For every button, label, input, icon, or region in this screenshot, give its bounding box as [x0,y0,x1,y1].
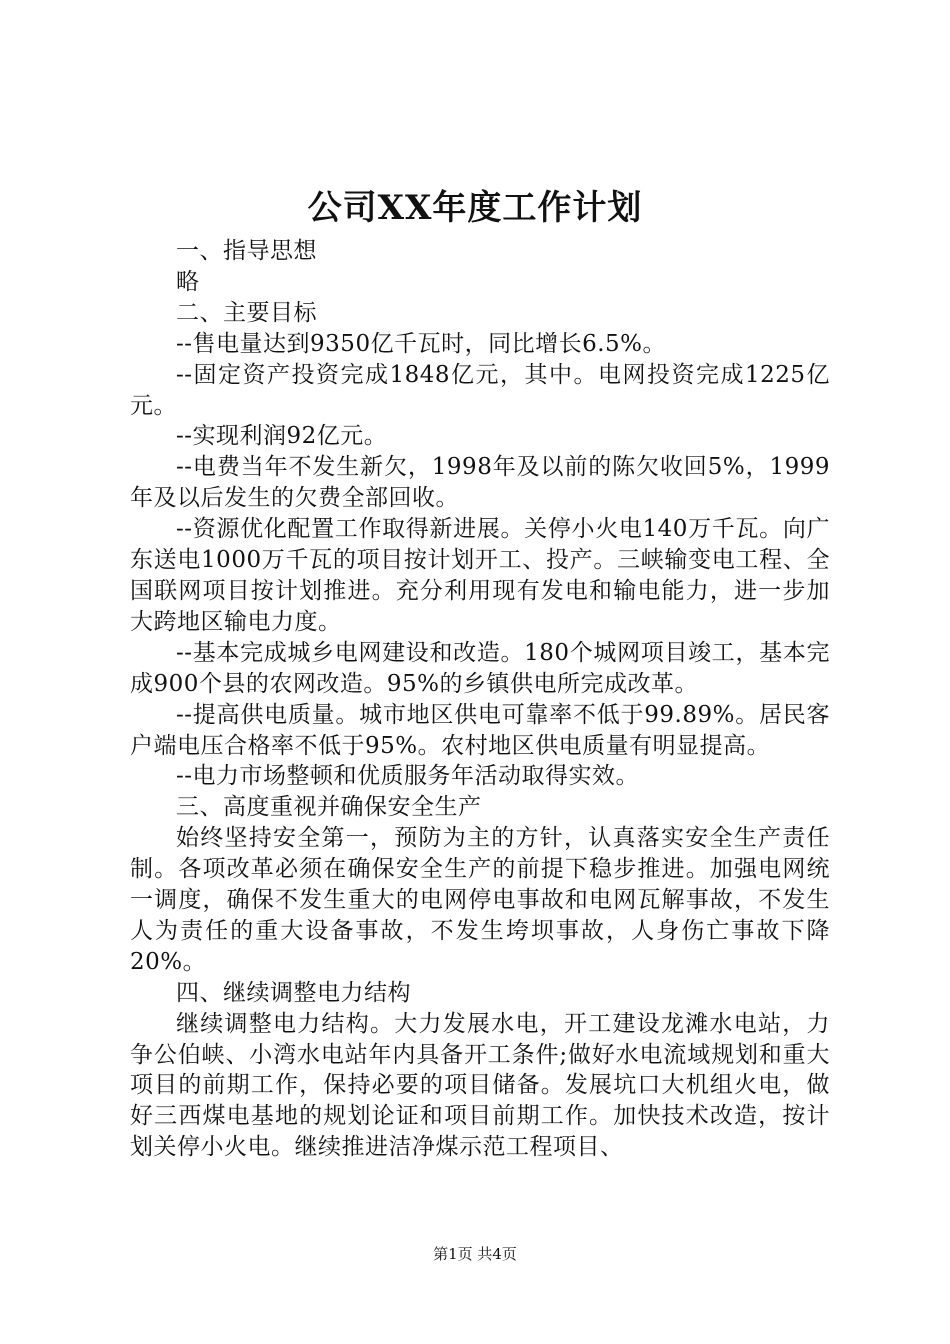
goal-item: --售电量达到9350亿千瓦时，同比增长6.5%。 [176,330,667,357]
heading-main-goals: 二、主要目标 [176,299,317,326]
goal-item: --基本完成城乡电网建设和改造。180个城网项目竣工，基本完成900个县的农网改造。95%的乡镇供电所完成改革。 [130,639,830,697]
goal-item: --电力市场整顿和优质服务年活动取得实效。 [176,763,640,790]
goal-item: --提高供电质量。城市地区供电可靠率不低于99.89%。居民客户端电压合格率不低于95%。农村地区供电质量有明显提高。 [130,701,830,759]
heading-safety: 三、高度重视并确保安全生产 [176,794,482,821]
heading-power-structure: 四、继续调整电力结构 [176,979,411,1006]
goal-item: --电费当年不发生新欠，1998年及以前的陈欠收回5%，1999年及以后发生的欠费全部回收。 [130,454,830,512]
document-body [130,236,830,1163]
heading-guiding-ideology: 一、指导思想 [176,238,317,264]
document-title: 公司XX年度工作计划 [307,188,643,228]
page-footer: 第1页 共4页 [433,1245,517,1263]
goal-item: --实现利润92亿元。 [176,423,388,450]
paragraph: 继续调整电力结构。大力发展水电，开工建设龙滩水电站，力争公伯峡、小湾水电站年内具备开工条件;做好水电流域规划和重大项目的前期工作，保持必要的项目储备。发展坑口大机组火电，做好三西煤电基地的规划论证和项目前期工作。加快技术改造，按计划关停小火电。继续推进洁净煤示范工程项目、 [130,1010,830,1161]
paragraph: 始终坚持安全第一，预防为主的方针，认真落实安全生产责任制。各项改革必须在确保安全生产的前提下稳步推进。加强电网统一调度，确保不发生重大的电网停电事故和电网瓦解事故，不发生人为责任的重大设备事故，不发生垮坝事故，人身伤亡事故下降20%。 [130,825,830,975]
goal-item: --固定资产投资完成1848亿元，其中。电网投资完成1225亿元。 [130,361,830,419]
goal-item: --资源优化配置工作取得新进展。关停小火电140万千瓦。向广东送电1000万千瓦的项目按计划开工、投产。三峡输变电工程、全国联网项目按计划推进。充分利用现有发电和输电能力，进一步加大跨地区输电力度。 [130,516,830,635]
paragraph: 略 [176,268,200,295]
